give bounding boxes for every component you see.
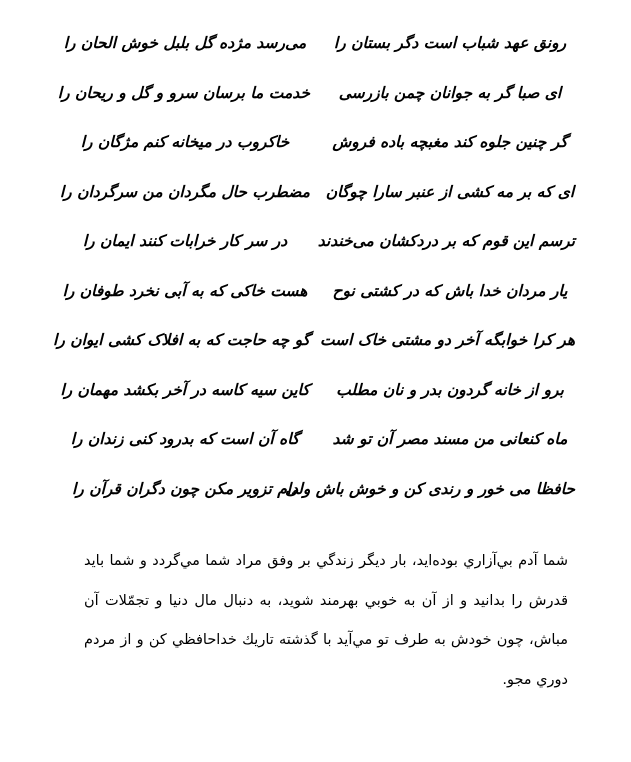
hemistich-first: حافظا می خور و رندی کن و خوش باش ولی xyxy=(285,478,575,498)
hemistich-second: خاکروب در میخانه کنم مژگان را xyxy=(80,132,290,151)
hemistich-second: گو چه حاجت که به افلاک کشی ایوان را xyxy=(53,330,310,349)
hemistich-first: ماه کنعانی من مسند مصر آن تو شد xyxy=(332,429,568,448)
hemistich-first: رونق عهد شباب است دگر بستان را xyxy=(333,33,567,52)
hemistich-second: کاین سیه کاسه در آخر بکشد مهمان را xyxy=(60,379,310,399)
hemistich-second: مضطرب حال مگردان من سرگردان را xyxy=(59,181,310,201)
hemistich-first: ای که بر مه کشی از عنبر سارا چوگان xyxy=(325,181,575,201)
hemistich-first: ترسم این قوم که بر دردکشان می‌خندند xyxy=(317,231,575,250)
hemistich-second: در سر کار خرابات کنند ایمان را xyxy=(82,231,288,250)
poem xyxy=(53,18,575,513)
hemistich-second: هست خاکی که به آبی نخرد طوفان را xyxy=(62,280,308,300)
interpretation-text: شما آدم بي‌آزاري بوده‌ايد، بار ديگر زندگي بر وفق مراد شما مي‌گردد و شما بايد قدرش را بدانيد و از آن به خوبي بهرمند شويد، به دنبال مال دنيا و تجمّلات آن مباش، چون خودش به طرف تو مي‌آيد با گذشته تاريك خداحافظي كن و از مردم دوري مجو. xyxy=(84,553,568,688)
hemistich-first: یار مردان خدا باش که در کشتی نوح xyxy=(332,280,568,300)
hemistich-first: برو از خانه گردون بدر و نان مطلب xyxy=(336,379,564,399)
hemistich-second: می‌رسد مژده گل بلبل خوش الحان را xyxy=(63,33,307,52)
hemistich-first: ای صبا گر به جوانان چمن بازرسی xyxy=(338,82,562,102)
hemistich-second: گاه آن است که بدرود کنی زندان را xyxy=(70,429,300,448)
hemistich-second: خدمت ما برسان سرو و گل و ریحان را xyxy=(57,82,310,102)
hemistich-second: دام تزویر مکن چون دگران قرآن را xyxy=(72,478,298,498)
hemistich-first: گر چنین جلوه کند مغبچه باده فروش xyxy=(332,132,568,151)
hemistich-first: هر کرا خوابگه آخر دو مشتی خاک است xyxy=(319,330,575,349)
